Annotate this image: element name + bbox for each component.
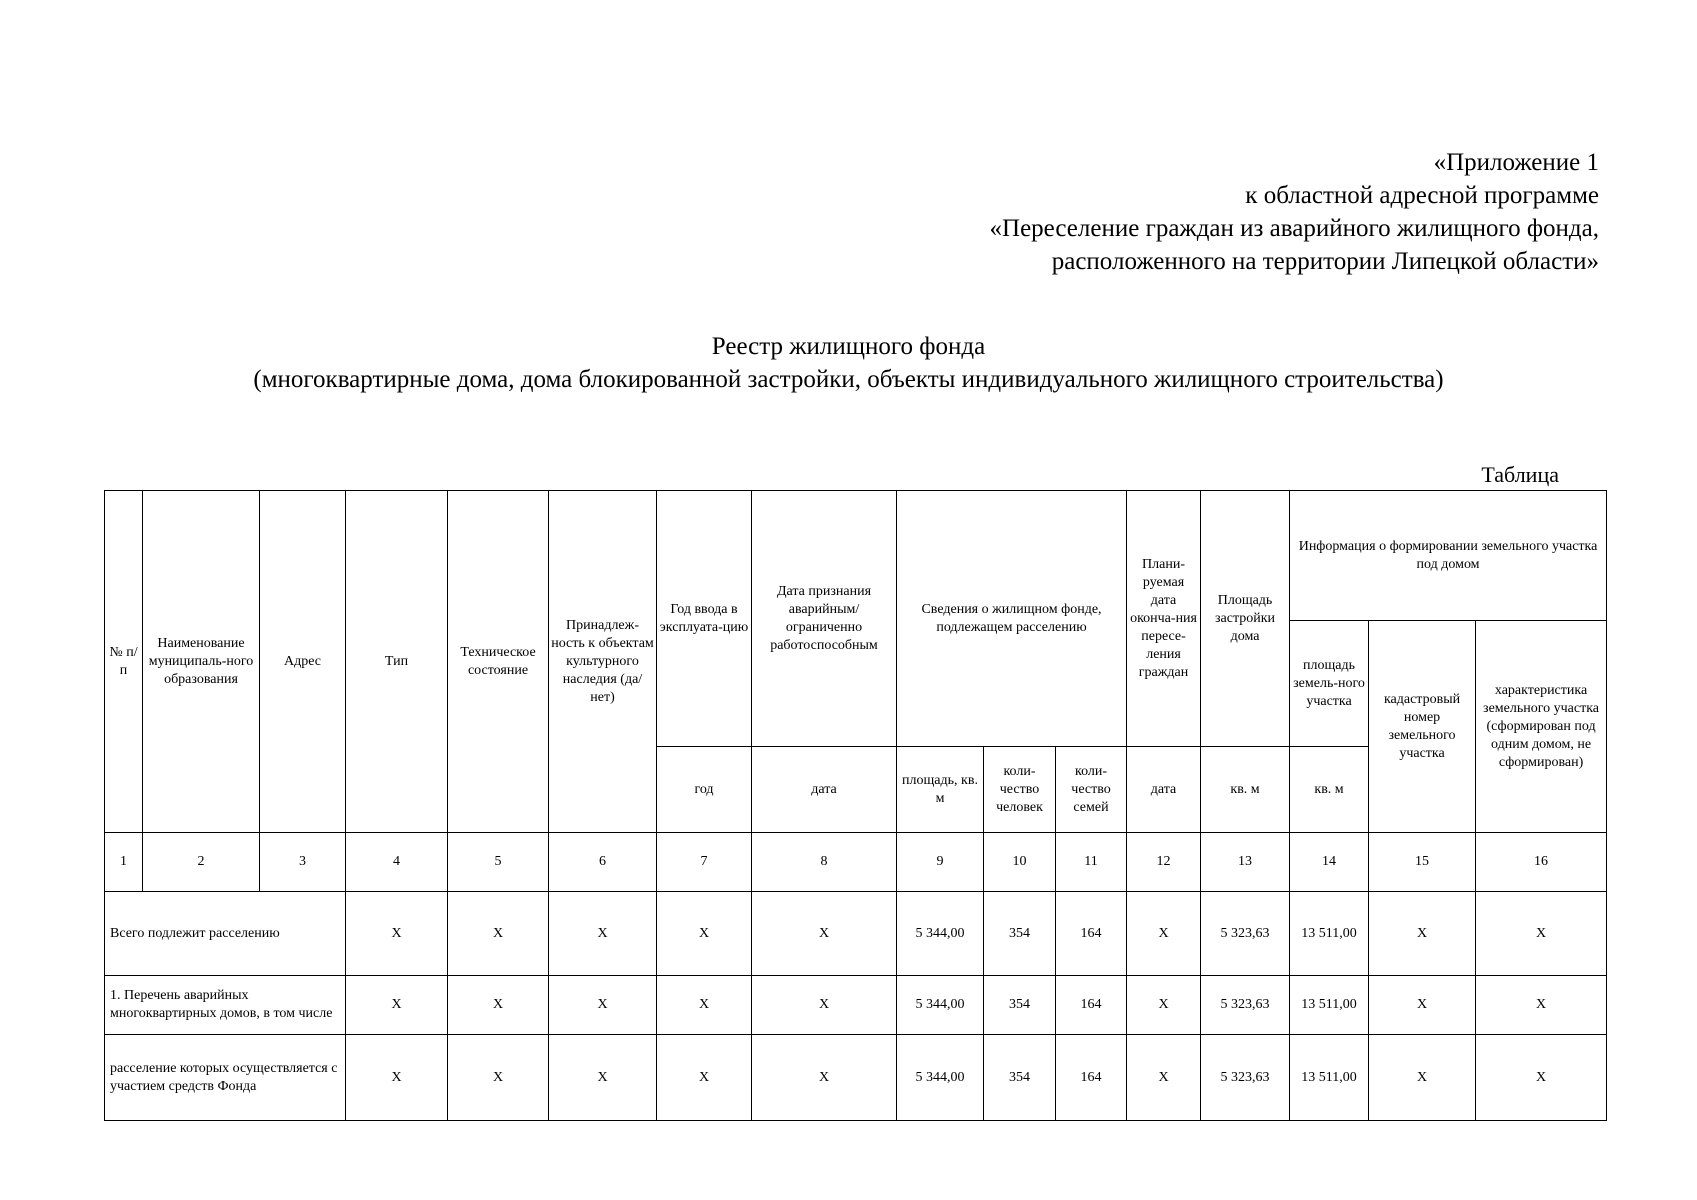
cell-heritage: X	[549, 1035, 657, 1121]
header-recognition: Дата признания аварийным/ ограниченно работоспособным	[752, 491, 897, 747]
header-condition: Техническое состояние	[448, 491, 549, 833]
table-row	[105, 976, 1607, 1035]
unit-planned-date: дата	[1127, 747, 1201, 833]
table-label: Таблица	[1481, 462, 1559, 487]
cell-type: X	[346, 976, 448, 1035]
cell-year: X	[657, 976, 752, 1035]
cell-recognition: X	[752, 892, 897, 976]
cell-heritage: X	[549, 976, 657, 1035]
cell-land-area: 13 511,00	[1290, 1035, 1369, 1121]
cell-land-char: X	[1476, 976, 1607, 1035]
cell-recognition: X	[752, 976, 897, 1035]
cell-land-area: 13 511,00	[1290, 892, 1369, 976]
unit-land-area: кв. м	[1290, 747, 1369, 833]
column-number: 13	[1201, 833, 1290, 892]
column-number: 10	[984, 833, 1056, 892]
cell-planned-date: X	[1127, 976, 1201, 1035]
cell-condition: X	[448, 976, 549, 1035]
cell-land-area: 13 511,00	[1290, 976, 1369, 1035]
registry-table	[104, 490, 1607, 1121]
cell-area: 5 344,00	[897, 1035, 984, 1121]
cell-condition: X	[448, 892, 549, 976]
cell-condition: X	[448, 1035, 549, 1121]
header-municipality: Наименование муниципаль-ного образования	[143, 491, 260, 833]
cell-area: 5 344,00	[897, 976, 984, 1035]
appendix-header	[990, 146, 1599, 278]
column-number: 8	[752, 833, 897, 892]
unit-building-area: кв. м	[1201, 747, 1290, 833]
table-row	[105, 892, 1607, 976]
cell-families: 164	[1056, 1035, 1127, 1121]
header-cadastral: кадастровый номер земельного участка	[1369, 621, 1476, 833]
cell-building-area: 5 323,63	[1201, 976, 1290, 1035]
appendix-line: «Переселение граждан из аварийного жилищного фонда,	[989, 215, 1599, 242]
cell-planned-date: X	[1127, 892, 1201, 976]
header-land-area: площадь земель-ного участка	[1290, 621, 1369, 747]
column-number: 2	[143, 833, 260, 892]
unit-families: коли-чество семей	[1056, 747, 1127, 833]
title-line-1: Реестр жилищного фонда	[711, 333, 986, 360]
header-year: Год ввода в эксплуата-цию	[657, 491, 752, 747]
row-label: 1. Перечень аварийных многоквартирных домов, в том числе	[105, 976, 346, 1035]
row-label: расселение которых осуществляется с участием средств Фонда	[105, 1035, 346, 1121]
cell-land-char: X	[1476, 1035, 1607, 1121]
cell-heritage: X	[549, 892, 657, 976]
header-address: Адрес	[260, 491, 346, 833]
header-heritage: Принадлеж-ность к объектам культурного наследия (да/нет)	[549, 491, 657, 833]
column-number: 4	[346, 833, 448, 892]
column-number: 9	[897, 833, 984, 892]
header-planned-date: Плани-руемая дата оконча-ния пересе-ления граждан	[1127, 491, 1201, 747]
row-label: Всего подлежит расселению	[105, 892, 346, 976]
document-title	[0, 330, 1697, 396]
header-building-area: Площадь застройки дома	[1201, 491, 1290, 747]
column-number: 3	[260, 833, 346, 892]
unit-year: год	[657, 747, 752, 833]
cell-cadastral: X	[1369, 976, 1476, 1035]
column-number: 15	[1369, 833, 1476, 892]
appendix-line: «Приложение 1	[1433, 149, 1599, 176]
column-number: 14	[1290, 833, 1369, 892]
cell-planned-date: X	[1127, 1035, 1201, 1121]
header-land-info: Информация о формировании земельного участка под домом	[1290, 491, 1607, 621]
cell-people: 354	[984, 1035, 1056, 1121]
cell-year: X	[657, 892, 752, 976]
unit-people: коли-чество человек	[984, 747, 1056, 833]
unit-recognition: дата	[752, 747, 897, 833]
column-number-row	[105, 833, 1607, 892]
cell-building-area: 5 323,63	[1201, 892, 1290, 976]
column-number: 12	[1127, 833, 1201, 892]
appendix-line: расположенного на территории Липецкой области»	[1051, 248, 1599, 275]
cell-type: X	[346, 892, 448, 976]
header-housing: Сведения о жилищном фонде, подлежащем расселению	[897, 491, 1127, 747]
header-land-char: характеристика земельного участка (сформирован под одним домом, не сформирован)	[1476, 621, 1607, 833]
column-number: 1	[105, 833, 143, 892]
cell-land-char: X	[1476, 892, 1607, 976]
column-number: 11	[1056, 833, 1127, 892]
cell-type: X	[346, 1035, 448, 1121]
cell-year: X	[657, 1035, 752, 1121]
column-number: 16	[1476, 833, 1607, 892]
cell-families: 164	[1056, 892, 1127, 976]
cell-cadastral: X	[1369, 892, 1476, 976]
title-line-2: (многоквартирные дома, дома блокированной застройки, объекты индивидуального жилищного строительства)	[253, 366, 1444, 393]
cell-cadastral: X	[1369, 1035, 1476, 1121]
column-number: 7	[657, 833, 752, 892]
header-type: Тип	[346, 491, 448, 833]
header-num: № п/п	[105, 491, 143, 833]
cell-area: 5 344,00	[897, 892, 984, 976]
cell-building-area: 5 323,63	[1201, 1035, 1290, 1121]
unit-area: площадь, кв. м	[897, 747, 984, 833]
cell-recognition: X	[752, 1035, 897, 1121]
cell-people: 354	[984, 892, 1056, 976]
table-row	[105, 1035, 1607, 1121]
cell-people: 354	[984, 976, 1056, 1035]
appendix-line: к областной адресной программе	[1245, 182, 1599, 209]
column-number: 5	[448, 833, 549, 892]
cell-families: 164	[1056, 976, 1127, 1035]
column-number: 6	[549, 833, 657, 892]
